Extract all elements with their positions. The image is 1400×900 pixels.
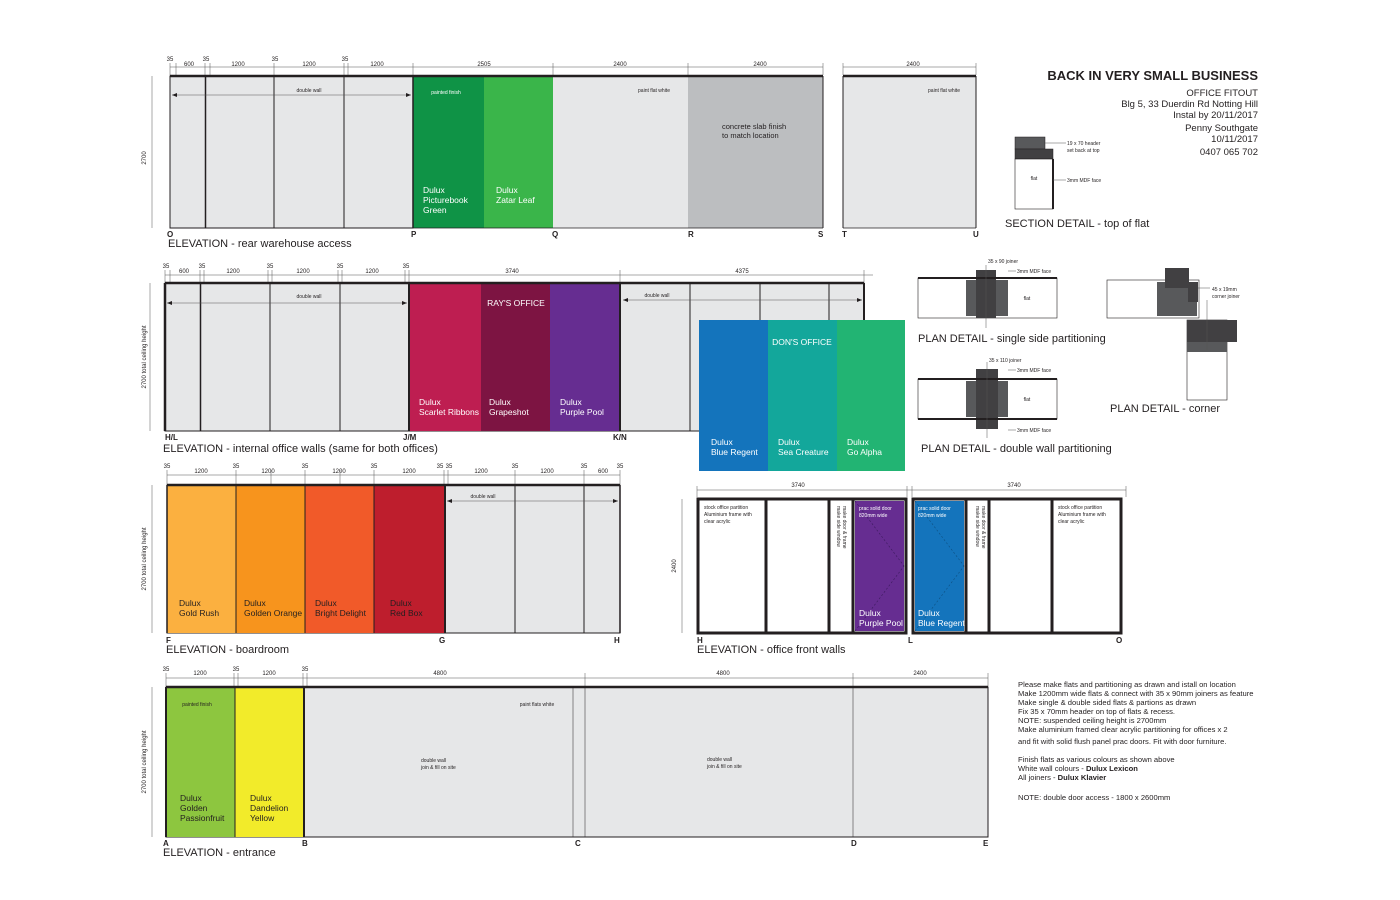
- dim-label: 3740: [791, 483, 805, 489]
- dim-label: 1200: [332, 469, 346, 475]
- note-line: and fit with solid flush panel prac doors. Fit with door furniture.: [1018, 737, 1227, 746]
- dim-label: 1200: [194, 469, 208, 475]
- dons-office-label: DON'S OFFICE: [772, 337, 832, 347]
- elevation-rear-warehouse: [142, 57, 979, 250]
- side-window-note: make door & frame: [841, 506, 847, 549]
- paint-label: Dulux: [423, 185, 445, 195]
- title-line-4: Penny Southgate: [1185, 123, 1258, 134]
- paint-label: Gold Rush: [179, 608, 220, 618]
- paint-label: Golden: [180, 803, 208, 813]
- elevation-office-front: [672, 483, 1126, 656]
- section-detail-top-of-flat: [1005, 137, 1149, 230]
- paint-white-note: paint flats white: [519, 702, 555, 708]
- double-wall-note: double wall: [470, 494, 496, 500]
- paint-label: Picturebook: [423, 195, 468, 205]
- dim-label: 1200: [370, 62, 384, 68]
- plan-detail-double: [918, 358, 1112, 455]
- height-label: 2700 total ceiling height: [142, 325, 148, 389]
- dim-label: 35: [162, 667, 170, 673]
- mdf-face-note: 3mm MDF face: [1017, 428, 1052, 434]
- paint-label: Purple Pool: [859, 618, 903, 628]
- dim-label: 1200: [193, 671, 207, 677]
- grid-point: P: [411, 230, 417, 239]
- paint-label: Dulux: [244, 598, 266, 608]
- paint-label: Zatar Leaf: [496, 195, 535, 205]
- dim-label: 35: [163, 464, 171, 470]
- painted-finish-note: painted finish: [431, 90, 461, 96]
- door-note: NOTE: double door access - 1800 x 2600mm: [1018, 793, 1171, 802]
- mdf-face-note: 3mm MDF face: [1067, 178, 1102, 184]
- paint-label: Dulux: [711, 437, 733, 447]
- note-line: Please make flats and partitioning as drawn and istall on location: [1018, 680, 1236, 689]
- dim-label: 35: [336, 264, 344, 270]
- stock-partition-note: stock office partition: [704, 505, 749, 511]
- white-panel: [553, 76, 688, 228]
- paint-label: Dulux: [859, 608, 881, 618]
- dim-label: 600: [183, 62, 195, 68]
- flat-panels: [170, 76, 413, 228]
- height-label: 2700: [142, 151, 148, 165]
- elevation-boardroom: [142, 464, 624, 656]
- grid-point: L: [908, 636, 913, 645]
- prac-door-note: prac solid door: [859, 506, 892, 512]
- elevation-internal-office: [142, 264, 905, 471]
- title-line-1: OFFICE FITOUT: [1186, 88, 1258, 99]
- dim-label: 35: [202, 57, 210, 63]
- mdf-face-note: 3mm MDF face: [1017, 368, 1052, 374]
- title-line-6: 0407 065 702: [1199, 147, 1258, 158]
- construction-notes: [1018, 680, 1254, 802]
- side-window-note: make side window: [835, 506, 841, 547]
- paint-label: Dandelion: [250, 803, 289, 813]
- paint-label: Passionfruit: [180, 813, 225, 823]
- dim-label: 2400: [906, 62, 920, 68]
- grid-point: A: [163, 839, 169, 848]
- double-wall-note: double wall: [296, 88, 322, 94]
- height-label: 2700 total ceiling height: [142, 730, 148, 794]
- dim-label: 35: [511, 464, 519, 470]
- grid-point: S: [818, 230, 824, 239]
- double-wall-note: double wall: [296, 294, 322, 300]
- grid-point: O: [1116, 636, 1123, 645]
- plan-flat-label: flat: [1023, 397, 1031, 403]
- grid-point: H: [614, 636, 620, 645]
- dim-label: 1200: [365, 269, 379, 275]
- dim-label: 1200: [402, 469, 416, 475]
- note-line: NOTE: suspended ceiling height is 2700mm: [1018, 716, 1167, 725]
- dim-label: 35: [580, 464, 588, 470]
- dim-label: 35: [166, 57, 174, 63]
- plan-detail-corner: [1107, 268, 1240, 415]
- dim-label: 1200: [261, 469, 275, 475]
- paint-label: Dulux: [390, 598, 412, 608]
- paint-label: Dulux: [180, 793, 202, 803]
- elevation-caption: ELEVATION - entrance: [163, 847, 276, 859]
- paint-label: Purple Pool: [560, 407, 604, 417]
- corner-joiner-note: corner joiner: [1212, 294, 1240, 300]
- mdf-face-note: 3mm MDF face: [1017, 269, 1052, 275]
- paint-label: Dulux: [560, 397, 582, 407]
- grid-point: Q: [552, 230, 559, 239]
- double-wall-note: double wall: [707, 757, 733, 763]
- detail-caption: SECTION DETAIL - top of flat: [1005, 218, 1150, 230]
- detail-caption: PLAN DETAIL - single side partitioning: [918, 333, 1106, 345]
- paint-white-note: paint flat white: [928, 88, 960, 94]
- paint-label: Dulux: [496, 185, 518, 195]
- grid-point: F: [166, 636, 171, 645]
- concrete-note: concrete slab finish: [722, 122, 787, 131]
- joiner-colour-note: All joiners - Dulux Klavier: [1018, 773, 1107, 782]
- note-line: Finish flats as various colours as shown above: [1018, 755, 1175, 764]
- paint-label: Blue Regent: [918, 618, 965, 628]
- joiner-note: 35 x 90 joiner: [988, 259, 1019, 265]
- dim-label: 1200: [231, 62, 245, 68]
- grid-point: T: [842, 230, 847, 239]
- double-wall-note: join & fill on site: [421, 765, 456, 771]
- paint-label: Blue Regent: [711, 447, 758, 457]
- paint-label: Dulux: [419, 397, 441, 407]
- grid-point: D: [851, 839, 857, 848]
- double-wall-note: double wall: [644, 293, 670, 299]
- white-panel-tu: [843, 76, 976, 228]
- corner-joiner-note: 45 x 19mm: [1212, 287, 1237, 293]
- dim-label: 1200: [474, 469, 488, 475]
- double-wall-note: join & fill on site: [707, 764, 742, 770]
- grid-point: B: [302, 839, 308, 848]
- paint-label: Sea Creature: [778, 447, 829, 457]
- prac-door-note: 820mm wide: [859, 513, 888, 519]
- dim-label: 35: [301, 667, 309, 673]
- dim-label: 4800: [433, 671, 447, 677]
- height-label: 2700 total ceiling height: [142, 527, 148, 591]
- rays-office-label: RAY'S OFFICE: [487, 298, 545, 308]
- grid-point: H/L: [165, 433, 178, 442]
- paint-label: Scarlet Ribbons: [419, 407, 480, 417]
- dim-label: 1200: [302, 62, 316, 68]
- elevation-caption: ELEVATION - office front walls: [697, 644, 846, 656]
- paint-label: Dulux: [847, 437, 869, 447]
- dim-label: 600: [597, 469, 609, 475]
- elevation-caption: ELEVATION - rear warehouse access: [168, 238, 352, 250]
- note-line: Make single & double sided flats & partions as drawn: [1018, 698, 1197, 707]
- stock-partition-note: clear acrylic: [1058, 519, 1085, 525]
- paint-label: Golden Orange: [244, 608, 303, 618]
- paint-label: Dulux: [179, 598, 201, 608]
- elevation-caption: ELEVATION - boardroom: [166, 644, 290, 656]
- dim-label: 35: [301, 464, 309, 470]
- paint-label: Yellow: [250, 813, 275, 823]
- dim-label: 35: [341, 57, 349, 63]
- dim-label: 3740: [505, 269, 519, 275]
- paint-white-note: paint flat white: [638, 88, 670, 94]
- concrete-panel: [688, 76, 823, 228]
- prac-door-note: prac solid door: [918, 506, 951, 512]
- side-window-note: make side window: [974, 506, 980, 547]
- grid-point: K/N: [613, 433, 627, 442]
- paint-label: Green: [423, 205, 447, 215]
- grid-point: E: [983, 839, 989, 848]
- dim-label: 35: [402, 264, 410, 270]
- painted-finish-note: painted finish: [182, 702, 212, 708]
- dim-label: 2400: [753, 62, 767, 68]
- dim-label: 1200: [262, 671, 276, 677]
- stock-partition-note: Aluminium frame with: [1058, 512, 1106, 518]
- paint-label: Dulux: [489, 397, 511, 407]
- paint-label: Dulux: [778, 437, 800, 447]
- dim-label: 4375: [735, 269, 749, 275]
- grid-point: U: [973, 230, 979, 239]
- dim-label: 600: [178, 269, 190, 275]
- dim-label: 35: [445, 464, 453, 470]
- paint-label: Dulux: [250, 793, 272, 803]
- plan-detail-single: [918, 259, 1106, 345]
- paint-label: Grapeshot: [489, 407, 529, 417]
- stock-partition-note: Aluminium frame with: [704, 512, 752, 518]
- dim-label: 1200: [540, 469, 554, 475]
- grid-point: J/M: [403, 433, 417, 442]
- dim-label: 2400: [913, 671, 927, 677]
- height-label: 2400: [672, 559, 678, 573]
- dim-label: 3740: [1007, 483, 1021, 489]
- grid-point: O: [167, 230, 174, 239]
- note-line: Make 1200mm wide flats & connect with 35 x 90mm joiners as feature: [1018, 689, 1254, 698]
- grid-point: R: [688, 230, 694, 239]
- paint-label: Go Alpha: [847, 447, 882, 457]
- dim-label: 35: [616, 464, 624, 470]
- stock-partition-note: stock office partition: [1058, 505, 1103, 511]
- zatar-leaf-panel: [484, 76, 553, 228]
- detail-caption: PLAN DETAIL - corner: [1110, 403, 1221, 415]
- header-note: 19 x 70 header: [1067, 141, 1101, 147]
- paint-label: Dulux: [315, 598, 337, 608]
- elevation-entrance: [142, 667, 989, 859]
- joiner-note: 35 x 110 joiner: [989, 358, 1022, 364]
- grid-point: C: [575, 839, 581, 848]
- paint-label: Red Box: [390, 608, 423, 618]
- prac-door-note: 820mm wide: [918, 513, 947, 519]
- paint-label: Dulux: [918, 608, 940, 618]
- white-colour-note: White wall colours - Dulux Lexicon: [1018, 764, 1138, 773]
- title-line-2: Blg 5, 33 Duerdin Rd Notting Hill: [1121, 99, 1258, 110]
- paint-label: Bright Delight: [315, 608, 367, 618]
- grid-point: H: [697, 636, 703, 645]
- side-window-note: make door & frame: [980, 506, 986, 549]
- dim-label: 4800: [716, 671, 730, 677]
- concrete-note: to match location: [722, 131, 779, 140]
- note-line: Make aluminium framed clear acrylic partitioning for offices x 2: [1018, 725, 1228, 734]
- section-flat-label: flat: [1030, 176, 1038, 182]
- title-line-5: 10/11/2017: [1211, 134, 1258, 145]
- dim-label: 1200: [226, 269, 240, 275]
- dim-label: 1200: [296, 269, 310, 275]
- dim-label: 2505: [477, 62, 491, 68]
- dim-label: 35: [232, 464, 240, 470]
- project-title: BACK IN VERY SMALL BUSINESS: [1047, 68, 1258, 83]
- note-line: Fix 35 x 70mm header on top of flats & recess.: [1018, 707, 1176, 716]
- elevation-caption: ELEVATION - internal office walls (same for both offices): [163, 443, 438, 455]
- dim-label: 35: [198, 264, 206, 270]
- title-line-3: Instal by 20/11/2017: [1173, 110, 1258, 121]
- plan-flat-label: flat: [1023, 296, 1031, 302]
- dim-label: 35: [370, 464, 378, 470]
- dim-label: 35: [271, 57, 279, 63]
- dim-label: 35: [232, 667, 240, 673]
- header-note: set back at top: [1067, 148, 1100, 154]
- dim-label: 2400: [613, 62, 627, 68]
- stock-partition-note: clear acrylic: [704, 519, 731, 525]
- dim-label: 35: [266, 264, 274, 270]
- dim-label: 35: [436, 464, 444, 470]
- double-wall-note: double wall: [421, 758, 447, 764]
- detail-caption: PLAN DETAIL - double wall partitioning: [921, 443, 1112, 455]
- dim-label: 35: [162, 264, 170, 270]
- grid-point: G: [439, 636, 446, 645]
